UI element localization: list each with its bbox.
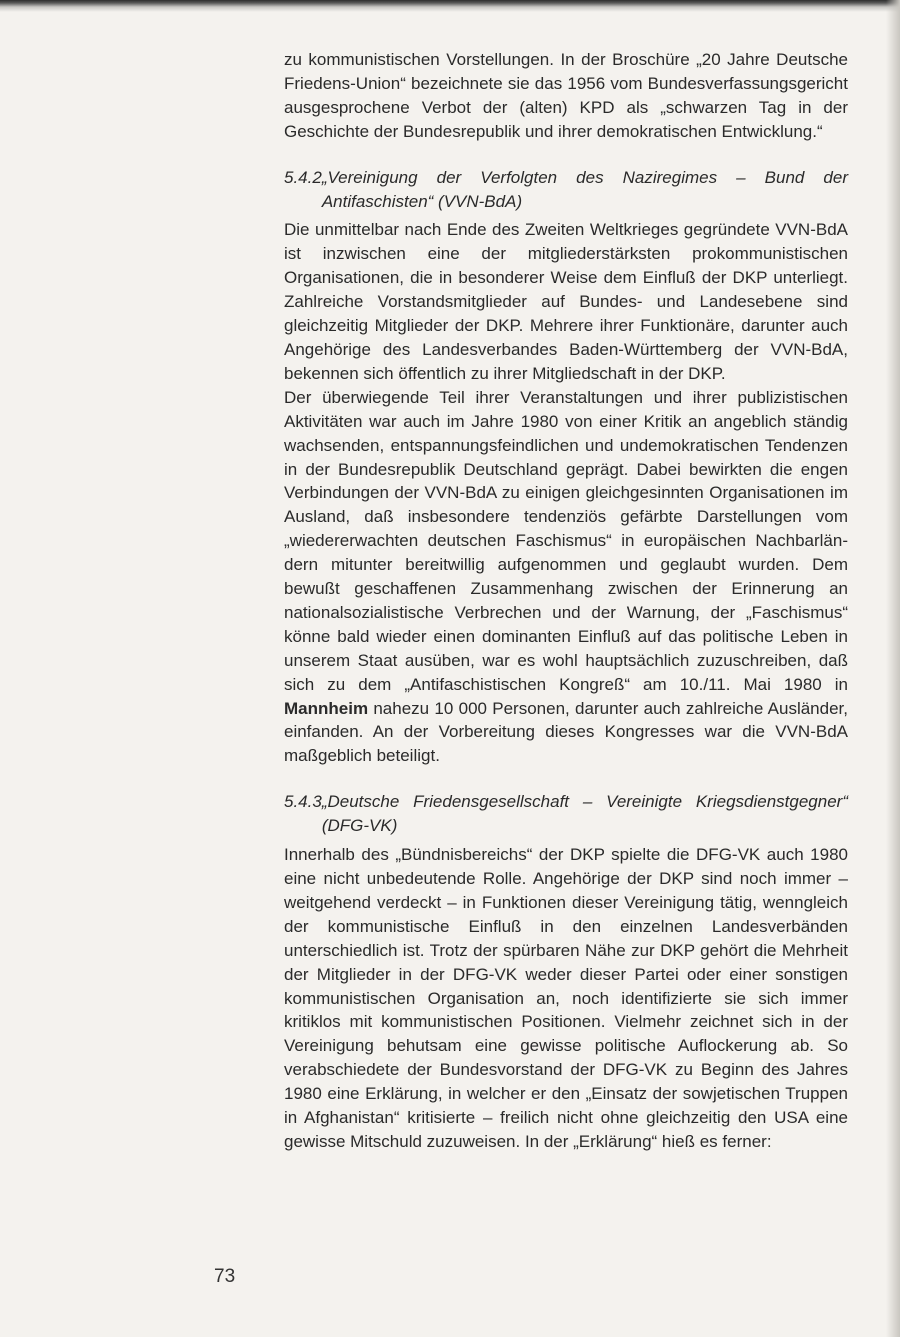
section-heading-5-4-3 (284, 790, 848, 838)
text-column (284, 48, 848, 1154)
section-heading-5-4-2 (284, 166, 848, 214)
intro-paragraph: zu kommunistischen Vorstellungen. In der Broschüre „20 Jahre Deutsche Friedens-Union“ bezeichnete sie das 1956 vom Bundesverfassungsgericht ausgesprochene Verbot der (alten) KPD als „schwarzen Tag in der Geschichte der Bundesrepublik und ihrer demokratischen Entwicklung.“ (284, 50, 848, 141)
page-number: 73 (214, 1266, 236, 1287)
dfg-paragraph-1: Innerhalb des „Bündnisbereichs“ der DKP spielte die DFG-VK auch 1980 eine nicht unbedeutende Rolle. Angehörige der DKP sind noch immer – weitgehend verdeckt – in Funktionen dieser Vereinigung tätig, wenngleich der kommunistische Einfluß in den einzelnen Landesverbänden unterschiedlich ist. Trotz der spürbaren Nähe zur DKP gehört die Mehrheit der Mitglieder in der DFG-VK weder dieser Partei oder einer sonstigen kommunistischen Organisation an, noch identifizierte sie sich immer kritiklos mit kommunistischen Positionen. Vielmehr zeichnet sich in der Vereinigung behutsam eine gewisse politische Auflockerung ab. So verabschiedete der Bundesvorstand der DFG-VK zu Beginn des Jahres 1980 eine Erklärung, in welcher er den „Einsatz der sowjetischen Truppen in Afghanistan“ kritisierte – freilich nicht ohne gleichzeitig den USA eine gewisse Mitschuld zuzuweisen. In der „Erklärung“ hieß es ferner: (284, 845, 848, 1151)
section-number: 5.4.2 (284, 167, 322, 187)
section-number: 5.4.3 (284, 792, 322, 812)
vvn-paragraph-2 (284, 386, 848, 769)
city-name-bold: Mannheim (284, 698, 369, 718)
vvn-paragraph-2-start: Der überwiegende Teil ihrer Veranstaltungen und ihrer publizistischen Aktivitäten war auch im Jahre 1980 von einer Kritik an angeblich ständig wachsenden, entspannungsfeindlichen und undemokratischen Tendenzen in der Bundesrepublik Deutschland geprägt. Dabei bewirkten die engen Verbindungen der VVN-BdA zu einigen gleichgesinnten Organisationen im Ausland, daß insbesondere tendenziös gefärbte Darstellungen vom „wiedererwachten deutschen Faschismus“ in europäischen Nachbarländern mitunter bereitwillig aufgenommen und geglaubt wurden. Dem bewußt geschaffenen Zusammenhang zwischen der Erinnerung an nationalsozialistische Verbrechen und der Warnung, der „Faschismus“ könne bald wieder einen dominanten Einfluß auf das politische Leben in unserem Staat ausüben, war es wohl hauptsächlich zuzuschreiben, daß sich zu dem „Antifaschistischen Kongreß“ am 10./11. Mai 1980 in (284, 387, 848, 694)
vvn-paragraph-1: Die unmittelbar nach Ende des Zweiten Weltkrieges gegründete VVN-BdA ist inzwischen eine der mitgliederstärksten prokommunistischen Organisationen, die in besonderer Weise dem Einfluß der DKP unterliegt. Zahlreiche Vorstandsmitglieder auf Bundes- und Landesebene sind gleichzeitig Mitglieder der DKP. Mehrere ihrer Funktionäre, darunter auch Angehörige des Landesverbandes Baden-Württemberg der VVN-BdA, bekennen sich öffentlich zu ihrer Mitgliedschaft in der DKP. (284, 220, 848, 383)
scan-top-edge (0, 0, 900, 12)
section-title: „Deutsche Friedensgesellschaft – Vereinigte Kriegsdienstgegner“ (DFG-VK) (321, 792, 848, 836)
scan-right-edge (886, 0, 900, 1337)
section-title: „Vereinigung der Verfolgten des Naziregimes – Bund der Antifaschisten“ (VVN-BdA) (321, 167, 848, 211)
vvn-paragraph-2-end: nahezu 10 000 Personen, darunter auch zahlreiche Ausländer, einfanden. An der Vorbereitung dieses Kongresses war die VVN-BdA maßgeblich beteiligt. (284, 698, 848, 766)
